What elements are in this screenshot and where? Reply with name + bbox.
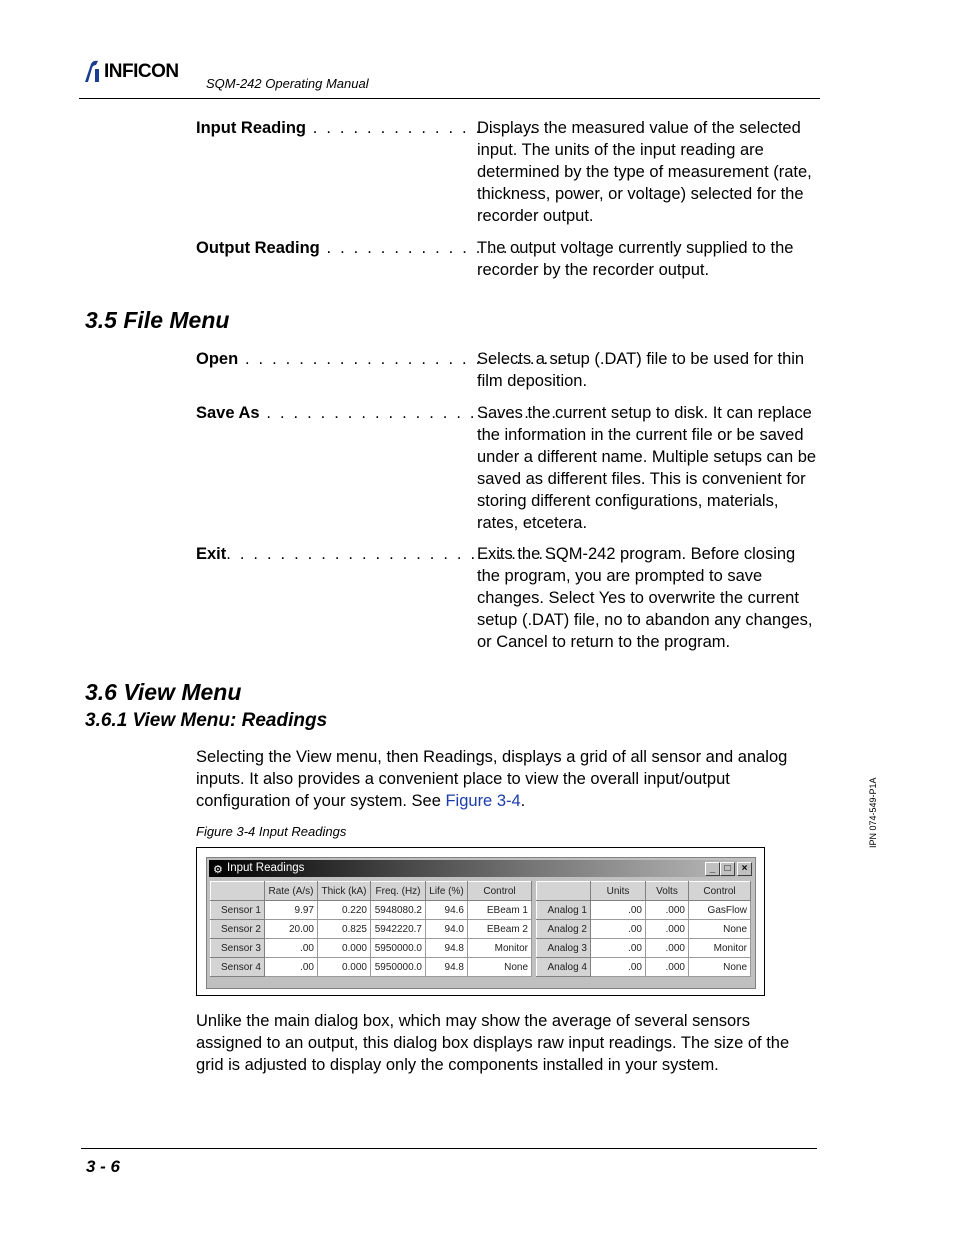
definition-input-reading bbox=[196, 117, 816, 227]
grid-cell[interactable]: 5950000.0 bbox=[371, 958, 426, 977]
definition-output-reading bbox=[196, 237, 816, 281]
definition-term: Save As . . . . . . . . . . . . . . . . . . . . . . bbox=[196, 404, 559, 422]
subsection-heading-readings: 3.6.1 View Menu: Readings bbox=[85, 710, 328, 731]
grid-cell[interactable]: .00 bbox=[591, 901, 646, 920]
grid-cell[interactable]: 94.0 bbox=[426, 920, 468, 939]
column-header-freq: Freq. (Hz) bbox=[371, 882, 426, 901]
definition-description: Selects a setup (.DAT) file to be used for thin film deposition. bbox=[477, 350, 805, 390]
window-titlebar[interactable] bbox=[209, 860, 753, 877]
sensor-grid-header-row bbox=[211, 882, 532, 901]
grid-cell[interactable]: 0.000 bbox=[318, 958, 371, 977]
section-heading-view-menu: 3.6 View Menu bbox=[85, 679, 242, 705]
figure-frame bbox=[196, 847, 765, 996]
definition-description: Displays the measured value of the selected input. The units of the input reading are determined by the type of measurement (rate, thickness, power, or voltage) selected for the recorder output. bbox=[477, 119, 812, 225]
section-heading-file-menu: 3.5 File Menu bbox=[85, 307, 230, 333]
input-readings-window bbox=[206, 857, 756, 989]
definition-open bbox=[196, 348, 816, 392]
column-header-volts: Volts bbox=[646, 882, 689, 901]
manual-title: SQM-242 Operating Manual bbox=[206, 76, 369, 91]
readings-grid-area bbox=[210, 881, 752, 986]
grid-cell[interactable]: 94.8 bbox=[426, 958, 468, 977]
definition-term: Input Reading . . . . . . . . . . . . . . . . . bbox=[196, 119, 537, 137]
table-row bbox=[537, 901, 751, 920]
footer-rule bbox=[81, 1148, 817, 1149]
column-header-thick: Thick (kA) bbox=[318, 882, 371, 901]
inficon-logo-icon bbox=[82, 60, 102, 84]
grid-cell[interactable]: 0.220 bbox=[318, 901, 371, 920]
definition-description: The output voltage currently supplied to the recorder by the recorder output. bbox=[477, 239, 794, 279]
intro-paragraph: Selecting the View menu, then Readings, displays a grid of all sensor and analog inputs. It also provides a convenient place to view the overall input/output configuration of your system. See Figure 3-4. bbox=[196, 748, 788, 810]
row-header-sensor-3: Sensor 3 bbox=[211, 939, 265, 958]
minimize-button[interactable]: _ bbox=[705, 862, 720, 876]
grid-cell[interactable]: .00 bbox=[591, 958, 646, 977]
column-header-units: Units bbox=[591, 882, 646, 901]
grid-cell[interactable]: 0.825 bbox=[318, 920, 371, 939]
grid-cell[interactable]: 20.00 bbox=[265, 920, 318, 939]
definition-term: Open . . . . . . . . . . . . . . . . . . . . . . . . bbox=[196, 350, 564, 368]
table-row bbox=[211, 920, 532, 939]
row-header-analog-3: Analog 3 bbox=[537, 939, 591, 958]
grid-cell[interactable]: 5942220.7 bbox=[371, 920, 426, 939]
grid-cell[interactable]: 9.97 bbox=[265, 901, 318, 920]
table-row bbox=[537, 939, 751, 958]
grid-cell[interactable]: None bbox=[689, 958, 751, 977]
analog-grid bbox=[536, 881, 751, 977]
grid-cell[interactable]: .000 bbox=[646, 901, 689, 920]
grid-cell[interactable]: Monitor bbox=[689, 939, 751, 958]
page-number: 3 - 6 bbox=[86, 1157, 121, 1176]
grid-cell[interactable]: 94.8 bbox=[426, 939, 468, 958]
grid-cell[interactable]: 5948080.2 bbox=[371, 901, 426, 920]
definition-term: Output Reading . . . . . . . . . . . . . . . bbox=[196, 239, 524, 257]
row-header-sensor-2: Sensor 2 bbox=[211, 920, 265, 939]
app-icon: ⚙ bbox=[213, 864, 223, 876]
grid-corner-cell bbox=[537, 882, 591, 901]
grid-cell[interactable]: .000 bbox=[646, 958, 689, 977]
grid-cell[interactable]: 94.6 bbox=[426, 901, 468, 920]
grid-cell[interactable]: 5950000.0 bbox=[371, 939, 426, 958]
grid-cell[interactable]: .00 bbox=[265, 939, 318, 958]
grid-cell[interactable]: .00 bbox=[265, 958, 318, 977]
grid-cell[interactable]: .000 bbox=[646, 939, 689, 958]
grid-cell[interactable]: GasFlow bbox=[689, 901, 751, 920]
side-ipn-label: IPN 074-549-P1A bbox=[868, 777, 878, 848]
grid-corner-cell bbox=[211, 882, 265, 901]
definition-term: Exit. . . . . . . . . . . . . . . . . . . . . . . . . bbox=[196, 545, 559, 563]
grid-cell[interactable]: .000 bbox=[646, 920, 689, 939]
maximize-button[interactable]: □ bbox=[720, 862, 735, 876]
grid-cell[interactable]: None bbox=[468, 958, 532, 977]
table-row bbox=[211, 939, 532, 958]
definition-description: Saves the current setup to disk. It can replace the information in the current file or be saved under a different name. Multiple setups can be saved as different files. This is convenient for storing different configurations, materials, rates, etcetera. bbox=[477, 404, 817, 532]
row-header-sensor-1: Sensor 1 bbox=[211, 901, 265, 920]
definition-description: Exits the SQM-242 program. Before closing the program, you are prompted to save changes. Select Yes to overwrite the current setup (.DAT) file, no to abandon any changes, or Cancel to return to the program. bbox=[477, 545, 813, 651]
closing-paragraph: Unlike the main dialog box, which may show the average of several sensors assigned to an output, this dialog box displays raw input readings. The size of the grid is adjusted to display only the components installed in your system. bbox=[196, 1012, 790, 1074]
figure-link[interactable]: Figure 3-4 bbox=[445, 792, 521, 810]
table-row bbox=[537, 920, 751, 939]
figure-caption: Figure 3-4 Input Readings bbox=[196, 824, 347, 839]
grid-cell[interactable]: .00 bbox=[591, 939, 646, 958]
row-header-analog-4: Analog 4 bbox=[537, 958, 591, 977]
logo-text: INFICON bbox=[104, 61, 179, 82]
table-row bbox=[211, 901, 532, 920]
grid-cell[interactable]: Monitor bbox=[468, 939, 532, 958]
table-row bbox=[211, 958, 532, 977]
column-header-control: Control bbox=[689, 882, 751, 901]
header-rule bbox=[79, 98, 820, 99]
row-header-sensor-4: Sensor 4 bbox=[211, 958, 265, 977]
grid-cell[interactable]: 0.000 bbox=[318, 939, 371, 958]
column-header-rate: Rate (A/s) bbox=[265, 882, 318, 901]
column-header-life: Life (%) bbox=[426, 882, 468, 901]
window-title: Input Readings bbox=[227, 862, 305, 874]
grid-cell[interactable]: None bbox=[689, 920, 751, 939]
column-header-control: Control bbox=[468, 882, 532, 901]
sensor-grid bbox=[210, 881, 532, 977]
grid-cell[interactable]: EBeam 1 bbox=[468, 901, 532, 920]
table-row bbox=[537, 958, 751, 977]
row-header-analog-2: Analog 2 bbox=[537, 920, 591, 939]
analog-grid-header-row bbox=[537, 882, 751, 901]
definition-exit bbox=[196, 543, 816, 653]
row-header-analog-1: Analog 1 bbox=[537, 901, 591, 920]
definition-save-as bbox=[196, 402, 816, 534]
close-button[interactable]: × bbox=[737, 862, 752, 876]
grid-cell[interactable]: .00 bbox=[591, 920, 646, 939]
grid-cell[interactable]: EBeam 2 bbox=[468, 920, 532, 939]
inficon-logo bbox=[82, 60, 179, 84]
